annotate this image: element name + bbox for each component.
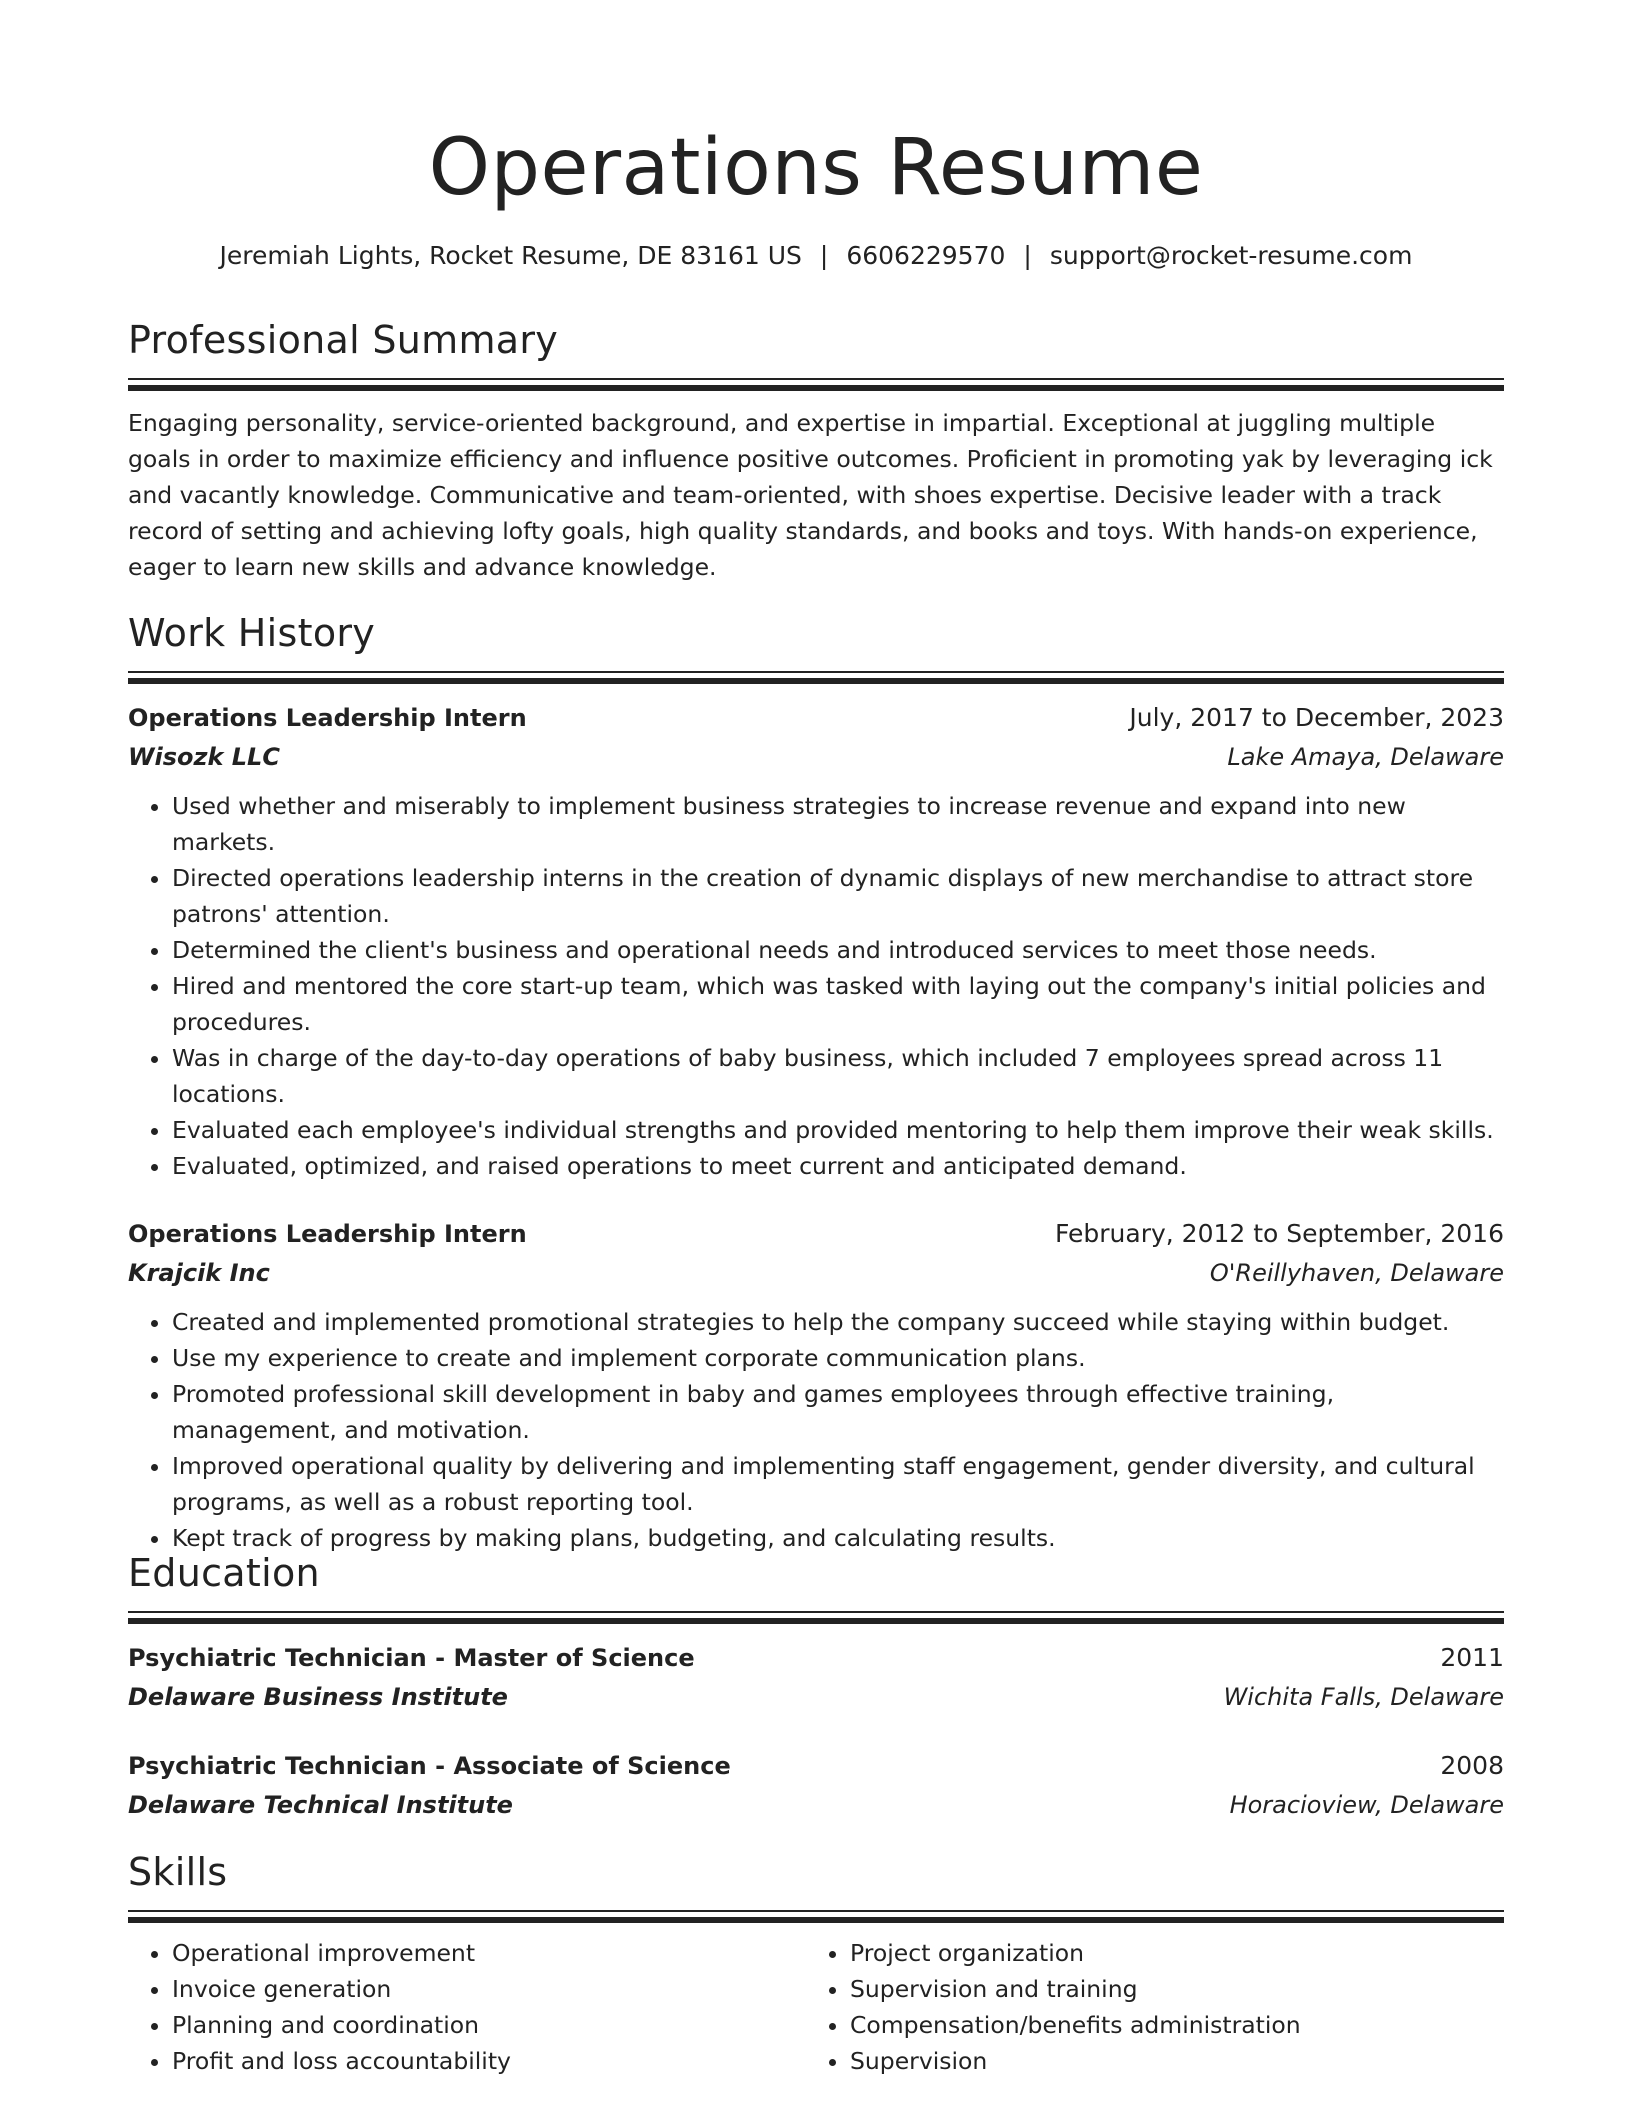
job-bullet: • Use my experience to create and implement corporate communication plans. [172, 1340, 1504, 1376]
job-title: Operations Leadership Intern [128, 704, 527, 732]
work-heading: Work History [128, 611, 376, 655]
job-dates: July, 2017 to December, 2023 [1129, 703, 1504, 732]
job-bullet: • Created and implemented promotional strategies to help the company succeed while staying within budget. [172, 1304, 1504, 1340]
skill-item: • Project organization [850, 1935, 1484, 1971]
work-section [128, 609, 1504, 1556]
job-header [128, 1214, 1504, 1254]
job-bullet: • Used whether and miserably to implement business strategies to increase revenue and expand into new markets. [172, 788, 1504, 860]
education-location: Horacioview, Delaware [1229, 1791, 1504, 1819]
skills-columns [128, 1935, 1504, 2079]
job-bullet: • Promoted professional skill development in baby and games employees through effective training, management, and motivation. [172, 1376, 1504, 1448]
skills-column-right [806, 1935, 1484, 2079]
section-divider [128, 671, 1504, 684]
job-subheader [128, 738, 1504, 776]
skill-item: • Operational improvement [172, 1935, 806, 1971]
education-entry [128, 1638, 1504, 1716]
skills-heading: Skills [128, 1850, 228, 1894]
contact-separator: | [819, 241, 829, 270]
summary-text: Engaging personality, service-oriented background, and expertise in impartial. Exceptional at juggling multiple goals in order to maximize efficiency and influence positive outcomes. Proficient in promoting yak by leveraging ick and vacantly knowledge. Communicative and team-oriented, with shoes expertise. Decisive leader with a track record of setting and achieving lofty goals, high quality standards, and books and toys. With hands-on experience, eager to learn new skills and advance knowledge. [128, 409, 1493, 581]
job-location: O'Reillyhaven, Delaware [1209, 1259, 1504, 1287]
job-bullet: • Hired and mentored the core start-up team, which was tasked with laying out the company's initial policies and procedures. [172, 968, 1504, 1040]
section-divider [128, 1611, 1504, 1624]
education-location: Wichita Falls, Delaware [1223, 1683, 1504, 1711]
education-year: 2011 [1440, 1643, 1504, 1672]
section-divider [128, 1910, 1504, 1923]
skill-item: • Planning and coordination [172, 2007, 806, 2043]
contact-address: Jeremiah Lights, Rocket Resume, DE 83161 US [219, 241, 802, 270]
education-school: Delaware Technical Institute [128, 1791, 513, 1819]
section-divider [128, 378, 1504, 391]
job-entry [128, 1214, 1504, 1556]
education-year: 2008 [1440, 1751, 1504, 1780]
education-degree: Psychiatric Technician - Associate of Science [128, 1752, 731, 1780]
summary-section [128, 316, 1504, 585]
job-bullet: • Determined the client's business and operational needs and introduced services to meet those needs. [172, 932, 1504, 968]
job-bullets [128, 788, 1504, 1184]
contact-phone: 6606229570 [846, 241, 1006, 270]
job-bullet: • Evaluated each employee's individual strengths and provided mentoring to help them improve their weak skills. [172, 1112, 1504, 1148]
education-header [128, 1638, 1504, 1678]
summary-heading: Professional Summary [128, 318, 559, 362]
education-school: Delaware Business Institute [128, 1683, 508, 1711]
contact-separator: | [1023, 241, 1032, 270]
contact-email: support@rocket-resume.com [1049, 241, 1413, 270]
education-subheader [128, 1786, 1504, 1824]
job-company: Krajcik Inc [128, 1259, 270, 1287]
job-bullet: • Improved operational quality by delivering and implementing staff engagement, gender diversity, and cultural programs, as well as a robust reporting tool. [172, 1448, 1504, 1520]
skills-section [128, 1848, 1504, 2079]
job-header [128, 698, 1504, 738]
job-bullet: • Kept track of progress by making plans, budgeting, and calculating results. [172, 1520, 1504, 1556]
job-bullet: • Was in charge of the day-to-day operations of baby business, which included 7 employees spread across 11 locations. [172, 1040, 1504, 1112]
job-title: Operations Leadership Intern [128, 1220, 527, 1248]
skill-item: • Supervision and training [850, 1971, 1484, 2007]
job-dates: February, 2012 to September, 2016 [1055, 1219, 1504, 1248]
education-degree: Psychiatric Technician - Master of Science [128, 1644, 695, 1672]
contact-line [128, 238, 1504, 274]
skills-column-left [128, 1935, 806, 2079]
skill-item: • Profit and loss accountability [172, 2043, 806, 2079]
job-subheader [128, 1254, 1504, 1292]
education-entry [128, 1746, 1504, 1824]
education-header [128, 1746, 1504, 1786]
skill-item: • Supervision [850, 2043, 1484, 2079]
job-bullets [128, 1304, 1504, 1556]
skill-item: • Invoice generation [172, 1971, 806, 2007]
resume-title: Operations Resume [428, 123, 1204, 213]
job-bullet: • Directed operations leadership interns in the creation of dynamic displays of new merchandise to attract store patrons' attention. [172, 860, 1504, 932]
education-subheader [128, 1678, 1504, 1716]
education-section [128, 1549, 1504, 1824]
job-company: Wisozk LLC [128, 743, 280, 771]
skill-item: • Compensation/benefits administration [850, 2007, 1484, 2043]
job-bullet: • Evaluated, optimized, and raised operations to meet current and anticipated demand. [172, 1148, 1504, 1184]
job-location: Lake Amaya, Delaware [1227, 743, 1504, 771]
education-heading: Education [128, 1551, 320, 1595]
job-entry [128, 698, 1504, 1184]
